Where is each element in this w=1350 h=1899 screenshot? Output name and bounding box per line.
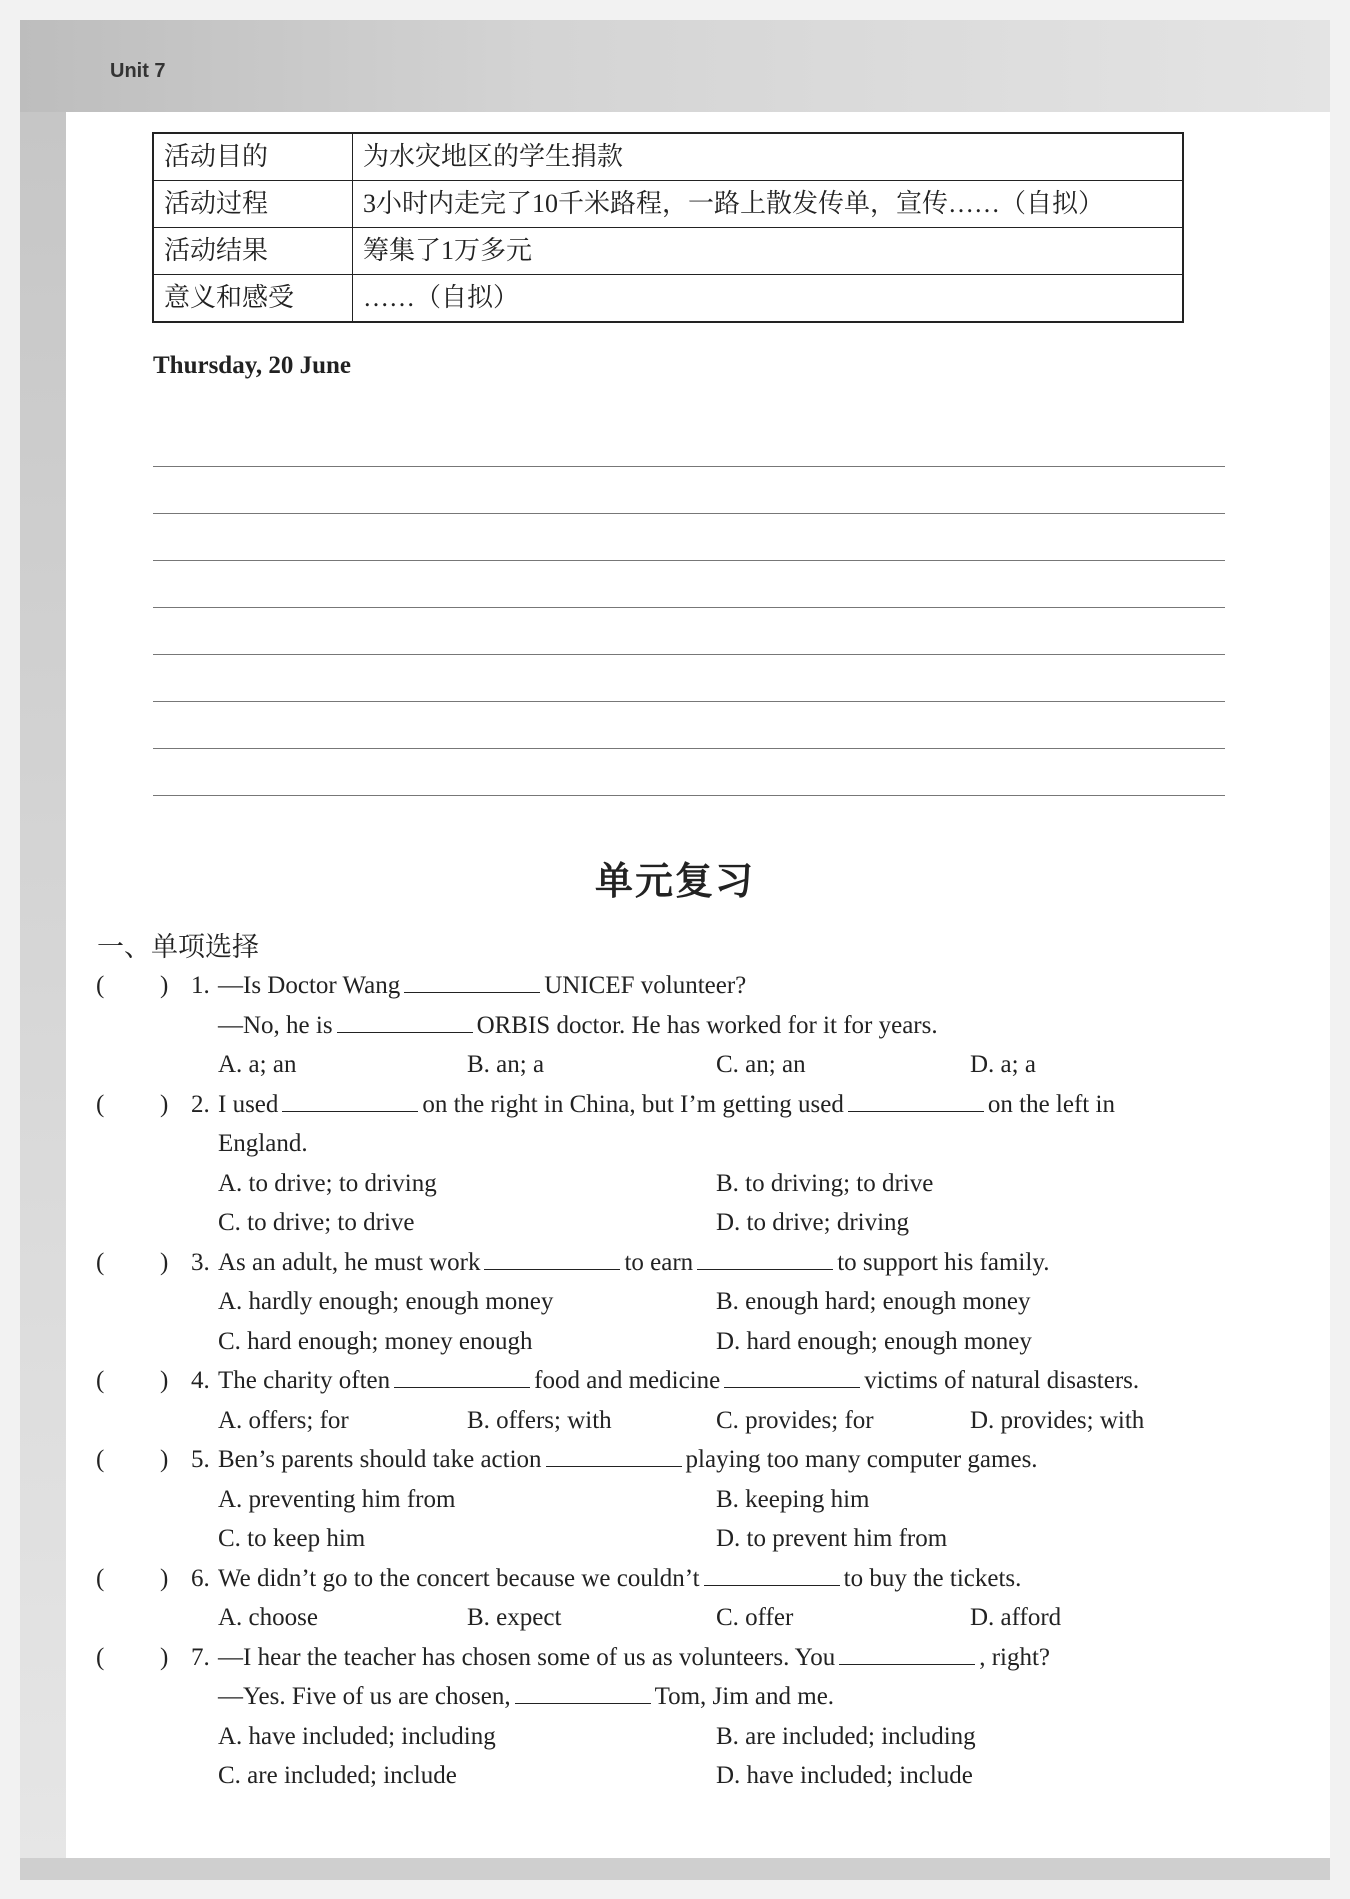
option-item[interactable]: A. to drive; to driving bbox=[218, 1169, 437, 1197]
page-top-shadow bbox=[20, 20, 1330, 112]
answer-paren-close: ) bbox=[160, 1367, 169, 1394]
option-item[interactable]: B. offers; with bbox=[467, 1406, 612, 1434]
answer-blank[interactable] bbox=[546, 1442, 682, 1467]
table-value: 3小时内走完了10千米路程，一路上散发传单，宣传……（自拟） bbox=[353, 181, 1184, 228]
options-row bbox=[0, 1480, 1350, 1520]
section-title: 单元复习 bbox=[594, 859, 755, 903]
table-key: 意义和感受 bbox=[153, 275, 353, 323]
question-row bbox=[0, 1559, 1350, 1599]
answer-blank[interactable] bbox=[394, 1363, 530, 1388]
option-item[interactable]: C. provides; for bbox=[716, 1406, 874, 1434]
option-item[interactable]: D. have included; include bbox=[716, 1762, 973, 1789]
option-item[interactable]: B. to driving; to drive bbox=[716, 1169, 934, 1197]
question-stem: Ben’s parents should take action playing too many computer games. bbox=[218, 1440, 1038, 1480]
answer-paren-open[interactable]: ( bbox=[96, 972, 105, 999]
activity-table bbox=[152, 132, 1184, 323]
question-stem: —I hear the teacher has chosen some of us as volunteers. You , right? bbox=[218, 1638, 1050, 1678]
option-item[interactable]: B. enough hard; enough money bbox=[716, 1288, 1031, 1315]
table-value: 为水灾地区的学生捐款 bbox=[353, 133, 1184, 181]
writing-line[interactable] bbox=[153, 514, 1225, 561]
option-item[interactable]: A. a; an bbox=[218, 1051, 297, 1078]
question-list bbox=[0, 966, 1350, 1796]
answer-blank[interactable] bbox=[282, 1087, 418, 1112]
option-item[interactable]: D. provides; with bbox=[970, 1406, 1145, 1434]
question-number: 2. bbox=[191, 1090, 210, 1118]
question-number: 5. bbox=[191, 1446, 210, 1473]
answer-paren-open[interactable]: ( bbox=[96, 1643, 105, 1671]
question-row bbox=[0, 1124, 1350, 1164]
table-row bbox=[153, 275, 1183, 323]
options-row bbox=[0, 1717, 1350, 1757]
option-item[interactable]: C. are included; include bbox=[218, 1762, 457, 1789]
option-item[interactable]: C. an; an bbox=[716, 1051, 806, 1078]
option-item[interactable]: B. an; a bbox=[467, 1051, 545, 1078]
option-item[interactable]: C. offer bbox=[716, 1604, 794, 1631]
option-item[interactable]: C. hard enough; money enough bbox=[218, 1327, 533, 1355]
answer-blank[interactable] bbox=[848, 1087, 984, 1112]
options-row bbox=[0, 1756, 1350, 1796]
options-row bbox=[0, 1282, 1350, 1322]
question-stem: As an adult, he must work to earn to support his family. bbox=[218, 1243, 1049, 1283]
writing-line[interactable] bbox=[153, 655, 1225, 702]
option-item[interactable]: B. keeping him bbox=[716, 1485, 870, 1513]
option-item[interactable]: A. choose bbox=[218, 1604, 318, 1631]
writing-line[interactable] bbox=[153, 749, 1225, 796]
table-row bbox=[153, 228, 1183, 275]
options-row bbox=[0, 1203, 1350, 1243]
question-row bbox=[0, 1638, 1350, 1678]
writing-line[interactable] bbox=[153, 467, 1225, 514]
option-item[interactable]: A. preventing him from bbox=[218, 1485, 456, 1513]
answer-blank[interactable] bbox=[724, 1363, 860, 1388]
answer-blank[interactable] bbox=[697, 1245, 833, 1270]
option-item[interactable]: B. expect bbox=[467, 1604, 562, 1631]
answer-blank[interactable] bbox=[839, 1640, 975, 1665]
options-row bbox=[0, 1401, 1350, 1441]
table-key: 活动目的 bbox=[153, 133, 353, 181]
table-key: 活动结果 bbox=[153, 228, 353, 275]
options-row bbox=[0, 1519, 1350, 1559]
answer-paren-close: ) bbox=[160, 1446, 169, 1473]
option-item[interactable]: D. hard enough; enough money bbox=[716, 1327, 1032, 1355]
answer-blank[interactable] bbox=[484, 1245, 620, 1270]
option-item[interactable]: C. to keep him bbox=[218, 1525, 366, 1552]
answer-blank[interactable] bbox=[404, 968, 540, 993]
question-stem: The charity often food and medicine victims of natural disasters. bbox=[218, 1361, 1139, 1401]
answer-paren-close: ) bbox=[160, 1248, 169, 1276]
answer-paren-close: ) bbox=[160, 1564, 169, 1592]
question-number: 4. bbox=[191, 1367, 210, 1394]
answer-paren-open[interactable]: ( bbox=[96, 1367, 105, 1394]
answer-blank[interactable] bbox=[704, 1561, 840, 1586]
answer-paren-open[interactable]: ( bbox=[96, 1248, 105, 1276]
question-row bbox=[0, 1440, 1350, 1480]
options-row bbox=[0, 1045, 1350, 1085]
option-item[interactable]: D. a; a bbox=[970, 1051, 1036, 1078]
question-stem: —Is Doctor Wang UNICEF volunteer? bbox=[218, 966, 746, 1006]
answer-blank[interactable] bbox=[337, 1008, 473, 1033]
answer-paren-open[interactable]: ( bbox=[96, 1564, 105, 1592]
table-value: 筹集了1万多元 bbox=[353, 228, 1184, 275]
answer-paren-close: ) bbox=[160, 1090, 169, 1118]
part-title: 一、单项选择 bbox=[97, 932, 259, 963]
table-row bbox=[153, 181, 1183, 228]
option-item[interactable]: B. are included; including bbox=[716, 1722, 976, 1750]
writing-line[interactable] bbox=[153, 561, 1225, 608]
question-number: 7. bbox=[191, 1643, 210, 1671]
table-key: 活动过程 bbox=[153, 181, 353, 228]
option-item[interactable]: A. hardly enough; enough money bbox=[218, 1288, 554, 1315]
question-row bbox=[0, 1085, 1350, 1125]
writing-line[interactable] bbox=[153, 420, 1225, 467]
page-bottom-shadow bbox=[20, 1858, 1330, 1880]
question-continuation: —No, he is ORBIS doctor. He has worked for it for years. bbox=[218, 1006, 938, 1046]
table-value: ……（自拟） bbox=[353, 275, 1184, 323]
option-item[interactable]: D. afford bbox=[970, 1604, 1062, 1631]
options-row bbox=[0, 1164, 1350, 1204]
option-item[interactable]: D. to drive; driving bbox=[716, 1209, 910, 1236]
option-item[interactable]: C. to drive; to drive bbox=[218, 1209, 415, 1236]
option-item[interactable]: A. offers; for bbox=[218, 1406, 349, 1434]
question-row bbox=[0, 1243, 1350, 1283]
writing-line[interactable] bbox=[153, 702, 1225, 749]
table-row bbox=[153, 133, 1183, 181]
options-row bbox=[0, 1598, 1350, 1638]
writing-lines[interactable] bbox=[153, 420, 1225, 796]
options-row bbox=[0, 1322, 1350, 1362]
question-row bbox=[0, 1006, 1350, 1046]
question-stem: We didn’t go to the concert because we couldn’t to buy the tickets. bbox=[218, 1559, 1021, 1599]
answer-blank[interactable] bbox=[515, 1679, 651, 1704]
diary-date: Thursday, 20 June bbox=[153, 352, 351, 379]
option-item[interactable]: D. to prevent him from bbox=[716, 1525, 948, 1552]
option-item[interactable]: A. have included; including bbox=[218, 1722, 496, 1750]
question-continuation: —Yes. Five of us are chosen, Tom, Jim and me. bbox=[218, 1677, 834, 1717]
question-row bbox=[0, 966, 1350, 1006]
answer-paren-open[interactable]: ( bbox=[96, 1090, 105, 1118]
answer-paren-open[interactable]: ( bbox=[96, 1446, 105, 1473]
question-stem: I used on the right in China, but I’m getting used on the left in bbox=[218, 1085, 1115, 1125]
answer-paren-close: ) bbox=[160, 1643, 169, 1671]
question-row bbox=[0, 1677, 1350, 1717]
question-number: 3. bbox=[191, 1248, 210, 1276]
unit-label: Unit 7 bbox=[110, 60, 166, 82]
question-number: 6. bbox=[191, 1564, 210, 1592]
writing-line[interactable] bbox=[153, 608, 1225, 655]
answer-paren-close: ) bbox=[160, 972, 169, 999]
question-continuation: England. bbox=[218, 1130, 308, 1157]
question-row bbox=[0, 1361, 1350, 1401]
question-number: 1. bbox=[191, 972, 210, 999]
